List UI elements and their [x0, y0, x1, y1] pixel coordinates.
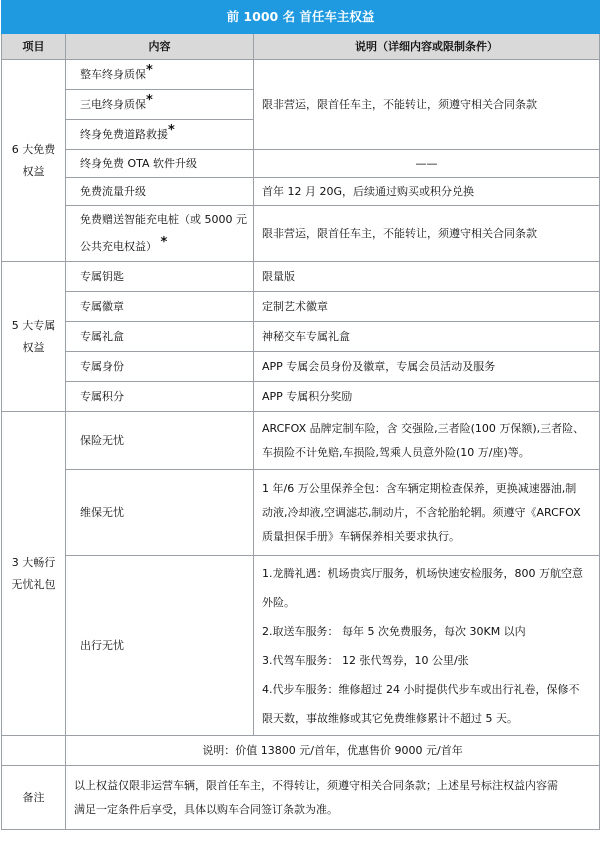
asterisk-mark: *	[160, 235, 168, 251]
benefits-table	[1, 0, 600, 830]
group2-desc: 定制艺术徽章	[254, 292, 600, 322]
group1-item-2: 三电终身质保*	[66, 90, 254, 120]
group3-price: 说明：价值 13800 元/首年，优惠售价 9000 元/首年	[66, 736, 600, 766]
group2-desc: APP 专属会员身份及徽章，专属会员活动及服务	[254, 352, 600, 382]
note-label: 备注	[2, 766, 66, 830]
table-title: 前 1000 名 首任车主权益	[2, 1, 600, 34]
note-text: 以上权益仅限非运营车辆，限首任车主，不得转让，须遵守相关合同条款；上述星号标注权益内容需 满足一定条件后享受，具体以购车合同签订条款为准。	[66, 766, 600, 830]
group2-desc: 神秘交车专属礼盒	[254, 322, 600, 352]
group3-label	[2, 412, 66, 736]
group1-item-6: 免费赠送智能充电桩（或 5000 元	[66, 206, 254, 234]
group3-label-line1: 3 大畅行	[11, 555, 56, 569]
group1-desc-a: 限非营运，限首任车主，不能转让，须遵守相关合同条款	[254, 60, 600, 150]
group1-item-1: 整车终身质保*	[66, 60, 254, 90]
asterisk-mark: *	[168, 122, 175, 138]
group1-desc-b: 限非营运，限首任车主，不能转让，须遵守相关合同条款	[254, 206, 600, 262]
group2-item: 专属钥匙	[66, 262, 254, 292]
group2-item: 专属礼盒	[66, 322, 254, 352]
group3-price-empty	[2, 736, 66, 766]
group1-label	[2, 60, 66, 262]
group2-item: 专属积分	[66, 382, 254, 412]
group1-label-line2: 权益	[22, 164, 45, 178]
group3-desc-travel: 1.龙腾礼遇：机场贵宾厅服务，机场快速安检服务，800 万航空意 外险。 2.取送车服务： 每年 5 次免费服务，每次 30KM 以内 3.代驾车服务： 12 张代驾券，10 公里/张 4.代步车服务：维修超过 24 小时提供代步车或出行礼卷，保修不 限天数，事故维修或其它免费维修累计不超过 5 天。	[254, 556, 600, 736]
group2-label	[2, 262, 66, 412]
group3-item-travel: 出行无忧	[66, 556, 254, 736]
group2-desc: APP 专属积分奖励	[254, 382, 600, 412]
group2-desc: 限量版	[254, 262, 600, 292]
group3-item-maintenance: 维保无忧	[66, 470, 254, 556]
group2-item: 专属身份	[66, 352, 254, 382]
group1-item-6-cont: 公共充电权益） *	[66, 234, 254, 262]
group3-desc-maintenance: 1 年/6 万公里保养全包：含车辆定期检查保养，更换减速器油,制 动液,冷却液,空调滤芯,制动片，不含轮胎轮辋。须遵守《ARCFOX 质量担保手册》车辆保养相关要求执行。	[254, 470, 600, 556]
group1-item-5: 免费流量升级	[66, 178, 254, 206]
asterisk-mark: *	[146, 92, 153, 108]
group2-item: 专属徽章	[66, 292, 254, 322]
asterisk-mark: *	[146, 62, 153, 78]
group3-item-insurance: 保险无忧	[66, 412, 254, 470]
group3-label-line2: 无忧礼包	[11, 577, 56, 591]
group1-item-3: 终身免费道路救援*	[66, 120, 254, 150]
group1-item-4: 终身免费 OTA 软件升级	[66, 150, 254, 178]
group2-label-line1: 5 大专属	[11, 318, 56, 332]
group2-label-line2: 权益	[22, 340, 45, 354]
header-content: 内容	[66, 34, 254, 60]
group1-desc-ota: ——	[254, 150, 600, 178]
group3-desc-insurance: ARCFOX 品牌定制车险，含 交强险,三者险(100 万保额),三者险、 车损险不计免赔,车损险,驾乘人员意外险(10 万/座)等。	[254, 412, 600, 470]
group1-desc-data: 首年 12 月 20G，后续通过购买或积分兑换	[254, 178, 600, 206]
header-item: 项目	[2, 34, 66, 60]
header-description: 说明（详细内容或限制条件）	[254, 34, 600, 60]
group1-label-line1: 6 大免费	[11, 142, 56, 156]
